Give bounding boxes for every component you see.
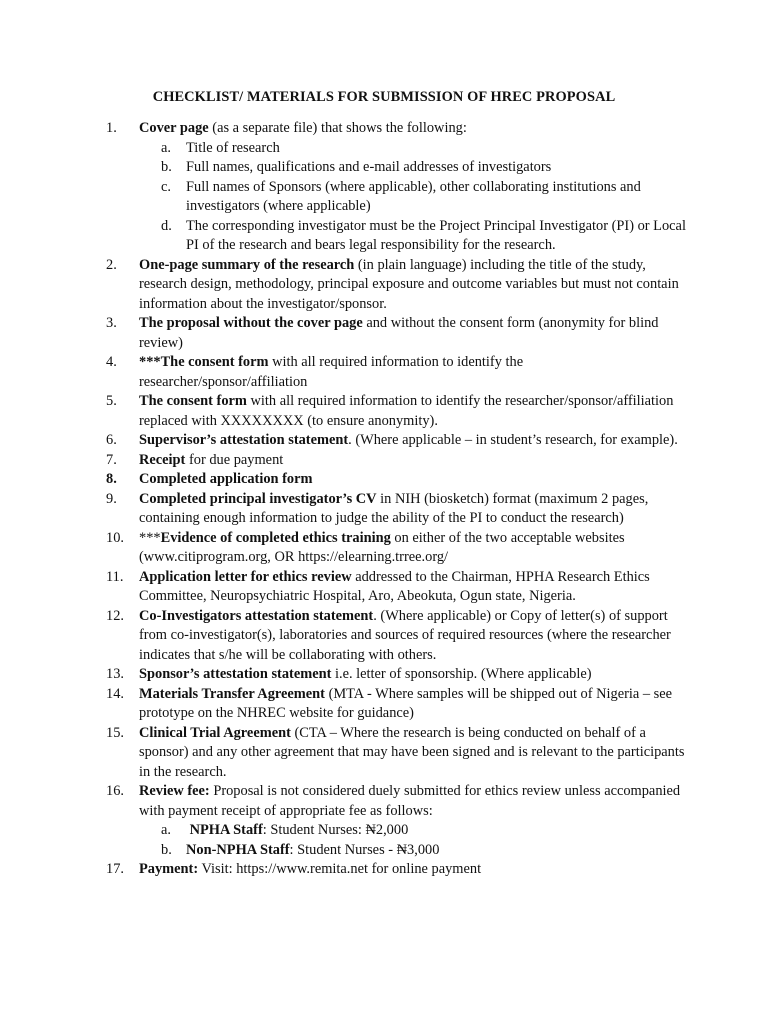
list-item: [106, 685, 686, 724]
item-text: for due payment: [185, 451, 284, 468]
item-number: 17.: [106, 861, 124, 877]
list-item: [106, 470, 686, 490]
item-number: 9.: [106, 490, 117, 507]
item-heading: Payment:: [139, 861, 199, 877]
item-text: (MTA - Where samples will be shipped out of Nigeria – see prototype on the NHREC website for guidance): [139, 685, 673, 721]
sub-item-label: a.: [161, 822, 171, 838]
item-text: . (Where applicable – in student’s research, for example).: [348, 432, 678, 448]
list-item: [106, 568, 686, 607]
item-number: 8.: [106, 471, 117, 487]
sub-item-label: b.: [161, 841, 172, 858]
sub-item-text: : Student Nurses: ₦2,000: [262, 822, 409, 838]
cover-page-sublist: [139, 139, 686, 256]
item-heading: Receipt: [139, 451, 186, 468]
sub-item-label: b.: [161, 159, 172, 175]
item-heading: Supervisor’s attestation statement: [139, 432, 349, 448]
list-item: [106, 665, 686, 685]
sub-item: [161, 158, 686, 178]
item-text: in NIH (biosketch) format (maximum 2 pages, containing enough information to judge the ability of the PI to conduct the research): [139, 490, 649, 526]
item-heading: Evidence of completed ethics training: [160, 529, 391, 546]
sub-item: [161, 139, 686, 159]
item-text: (CTA – Where the research is being conducted on behalf of a sponsor) and any other agreement that may have been signed and is relevant to the participants in the research.: [139, 724, 685, 780]
list-item: [106, 431, 686, 451]
list-item: [106, 490, 686, 529]
item-number: 13.: [106, 666, 124, 682]
item-text: with all required information to identify the researcher/sponsor/affiliation: [139, 354, 524, 390]
sub-item-heading: NPHA Staff: [189, 822, 263, 838]
list-item: [106, 256, 686, 315]
sub-item: [161, 821, 686, 841]
sub-item-label: c.: [161, 178, 171, 195]
item-heading: Completed principal investigator’s CV: [139, 490, 377, 507]
item-heading: ***The consent form: [139, 354, 269, 370]
item-heading: Sponsor’s attestation statement: [139, 666, 332, 682]
item-heading: Application letter for ethics review: [139, 568, 352, 585]
list-item: [106, 451, 686, 471]
item-number: 11.: [106, 568, 124, 585]
item-heading: The consent form: [139, 393, 247, 409]
item-number: 4.: [106, 354, 117, 370]
item-heading: Completed application form: [139, 471, 313, 487]
sub-item: [161, 841, 686, 861]
item-number: 1.: [106, 120, 117, 136]
sub-item-text: Title of research: [186, 139, 280, 156]
item-number: 14.: [106, 685, 124, 702]
item-heading: One-page summary of the research: [139, 256, 355, 273]
item-number: 6.: [106, 432, 117, 448]
item-text: addressed to the Chairman, HPHA Research Ethics Committee, Neuropsychiatric Hospital, Aro, Abeokuta, Ogun state, Nigeria.: [139, 568, 650, 604]
item-text: i.e. letter of sponsorship. (Where applicable): [331, 666, 592, 682]
list-item: [106, 782, 686, 860]
sub-item-text: Full names, qualifications and e-mail addresses of investigators: [186, 159, 552, 175]
sub-item-text: : Student Nurses - ₦3,000: [289, 841, 440, 858]
item-text: on either of the two acceptable websites (www.citiprogram.org, OR https://elearning.trree.org/: [139, 529, 625, 565]
list-item: [106, 119, 686, 256]
item-heading: Clinical Trial Agreement: [139, 724, 291, 741]
item-text: . (Where applicable) or Copy of letter(s) of support from co-investigator(s), laboratories and sources of required resources (where the researcher indicates that s/he will be collaborating with others.: [139, 607, 671, 663]
item-heading: The proposal without the cover page: [139, 315, 363, 331]
item-text: (as a separate file) that shows the following:: [208, 120, 467, 136]
sub-item: [161, 217, 686, 256]
checklist: [106, 119, 686, 880]
sub-item-label: a.: [161, 139, 171, 156]
item-number: 3.: [106, 315, 117, 331]
item-heading: Co-Investigators attestation statement: [139, 607, 374, 624]
sub-item-heading: Non-NPHA Staff: [186, 841, 290, 858]
item-heading: Cover page: [139, 120, 209, 136]
list-item: [106, 724, 686, 783]
item-number: 10.: [106, 529, 124, 546]
item-text: (in plain language) including the title of the study, research design, methodology, principal exposure and outcome variables but must not contain information about the investigator/sponsor.: [139, 256, 679, 312]
sub-item-text: Full names of Sponsors (where applicable), other collaborating institutions and investigators (where applicable): [186, 178, 641, 214]
page-title: CHECKLIST/ MATERIALS FOR SUBMISSION OF HREC PROPOSAL: [152, 89, 616, 105]
item-heading: Review fee:: [139, 783, 210, 799]
item-number: 7.: [106, 451, 117, 468]
list-item: [106, 314, 686, 353]
item-heading: Materials Transfer Agreement: [139, 685, 325, 702]
item-text: and without the consent form (anonymity for blind review): [139, 315, 659, 351]
list-item: [106, 353, 686, 392]
item-number: 2.: [106, 256, 117, 273]
item-text: Visit: https://www.remita.net for online payment: [198, 861, 482, 877]
item-prefix: ***: [139, 529, 161, 546]
item-number: 16.: [106, 783, 124, 799]
list-item: [106, 607, 686, 666]
item-text: Proposal is not considered duely submitted for ethics review unless accompanied with payment receipt of appropriate fee as follows:: [139, 783, 681, 819]
sub-item-text: The corresponding investigator must be the Project Principal Investigator (PI) or Local PI of the research and bears legal responsibility for the research.: [186, 217, 686, 253]
item-number: 5.: [106, 393, 117, 409]
item-text: with all required information to identify the researcher/sponsor/affiliation replaced with XXXXXXXX (to ensure anonymity).: [139, 393, 674, 429]
sub-item: [161, 178, 686, 217]
item-number: 15.: [106, 724, 124, 741]
item-number: 12.: [106, 607, 124, 624]
list-item: [106, 392, 686, 431]
review-fee-sublist: [139, 821, 686, 860]
list-item: [106, 860, 686, 880]
sub-item-label: d.: [161, 217, 172, 234]
list-item: [106, 529, 686, 568]
